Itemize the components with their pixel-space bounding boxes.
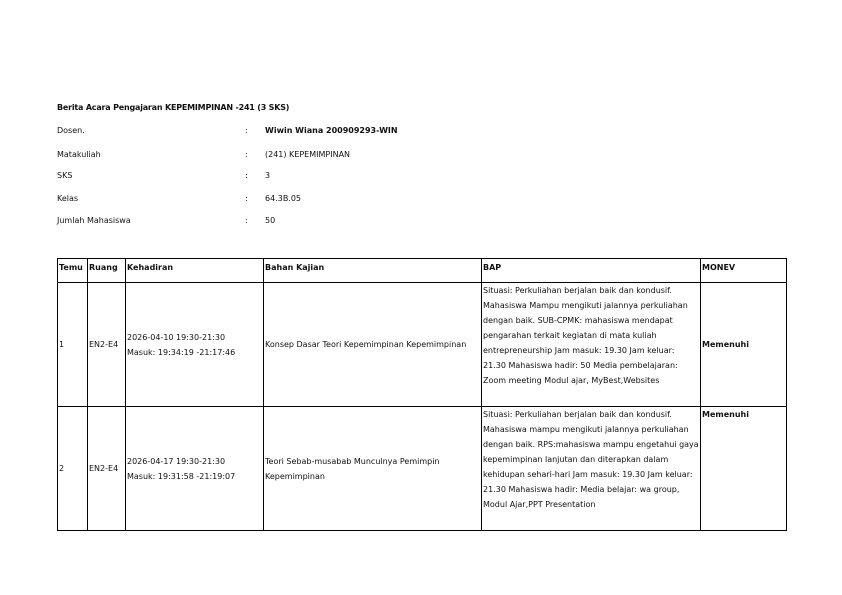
kehadiran-schedule: 2026-04-17 19:30-21:30 [127,456,226,466]
cell-ruang: EN2-E4 [88,283,126,407]
info-colon: : [245,126,248,135]
kehadiran-checkin: Masuk: 19:31:58 -21:19:07 [127,471,236,481]
column-header-bap: BAP [482,259,701,283]
info-value: 50 [265,216,276,225]
column-header-kehadiran: Kehadiran [126,259,264,283]
cell-temu: 2 [58,407,88,531]
table-header-row [58,259,787,283]
info-label: Dosen. [57,126,85,135]
kehadiran-checkin: Masuk: 19:34:19 -21:17:46 [127,347,236,357]
cell-monev: Memenuhi [701,283,787,407]
info-value: (241) KEPEMIMPINAN [265,150,351,159]
cell-bap [482,283,701,407]
bahan-kajian-text: Teori Sebab-musabab Munculnya Pemimpin Kepemimpinan [265,456,440,481]
bap-table [57,258,787,531]
info-colon: : [245,194,248,203]
info-colon: : [245,171,248,180]
info-label: SKS [57,171,73,180]
column-header-ruang: Ruang [88,259,126,283]
table-row [58,283,787,407]
info-label: Matakuliah [57,150,101,159]
cell-temu: 1 [58,283,88,407]
cell-ruang: EN2-E4 [88,407,126,531]
info-label: Jumlah Mahasiswa [57,216,131,225]
cell-kehadiran [126,283,264,407]
bap-text: Situasi: Perkuliahan berjalan baik dan kondusif. Mahasiswa mampu mengikuti jalannya perkuliahan dengan baik. RPS:mahasiswa mampu engetahui gaya kepemimpinan lanjutan dan diterapkan dalam kehidupan sehari-hari Jam masuk: 19.30 Jam keluar: 21.30 Mahasiswa hadir: Media belajar: wa group, Modul Ajar,PPT Presentation [483,410,699,509]
document-title: Berita Acara Pengajaran KEPEMIMPINAN -241 (3 SKS) [57,103,290,112]
column-header-bahan-kajian: Bahan Kajian [264,259,482,283]
column-header-temu: Temu [58,259,88,283]
info-value: Wiwin Wiana 200909293-WIN [265,126,398,135]
bahan-kajian-text: Konsep Dasar Teori Kepemimpinan Kepemimpinan [265,340,467,349]
info-colon: : [245,216,248,225]
info-label: Kelas [57,194,79,203]
cell-kehadiran [126,407,264,531]
cell-bap [482,407,701,531]
cell-bahan-kajian [264,283,482,407]
column-header-monev: MONEV [701,259,787,283]
kehadiran-schedule: 2026-04-10 19:30-21:30 [127,332,226,342]
bap-text: Situasi: Perkuliahan berjalan baik dan kondusif. Mahasiswa Mampu mengikuti jalannya perkuliahan dengan baik. SUB-CPMK: mahasiswa mendapat pengarahan terkait kegiatan di mata kuliah entrepreneurship Jam masuk: 19.30 Jam keluar: 21.30 Mahasiswa hadir: 50 Media pembelajaran: Zoom meeting Modul ajar, MyBest,Websites [483,286,688,385]
info-value: 64.3B.05 [265,194,302,203]
table-row [58,407,787,531]
info-colon: : [245,150,248,159]
cell-bahan-kajian [264,407,482,531]
cell-monev: Memenuhi [701,407,787,531]
info-value: 3 [265,171,271,180]
